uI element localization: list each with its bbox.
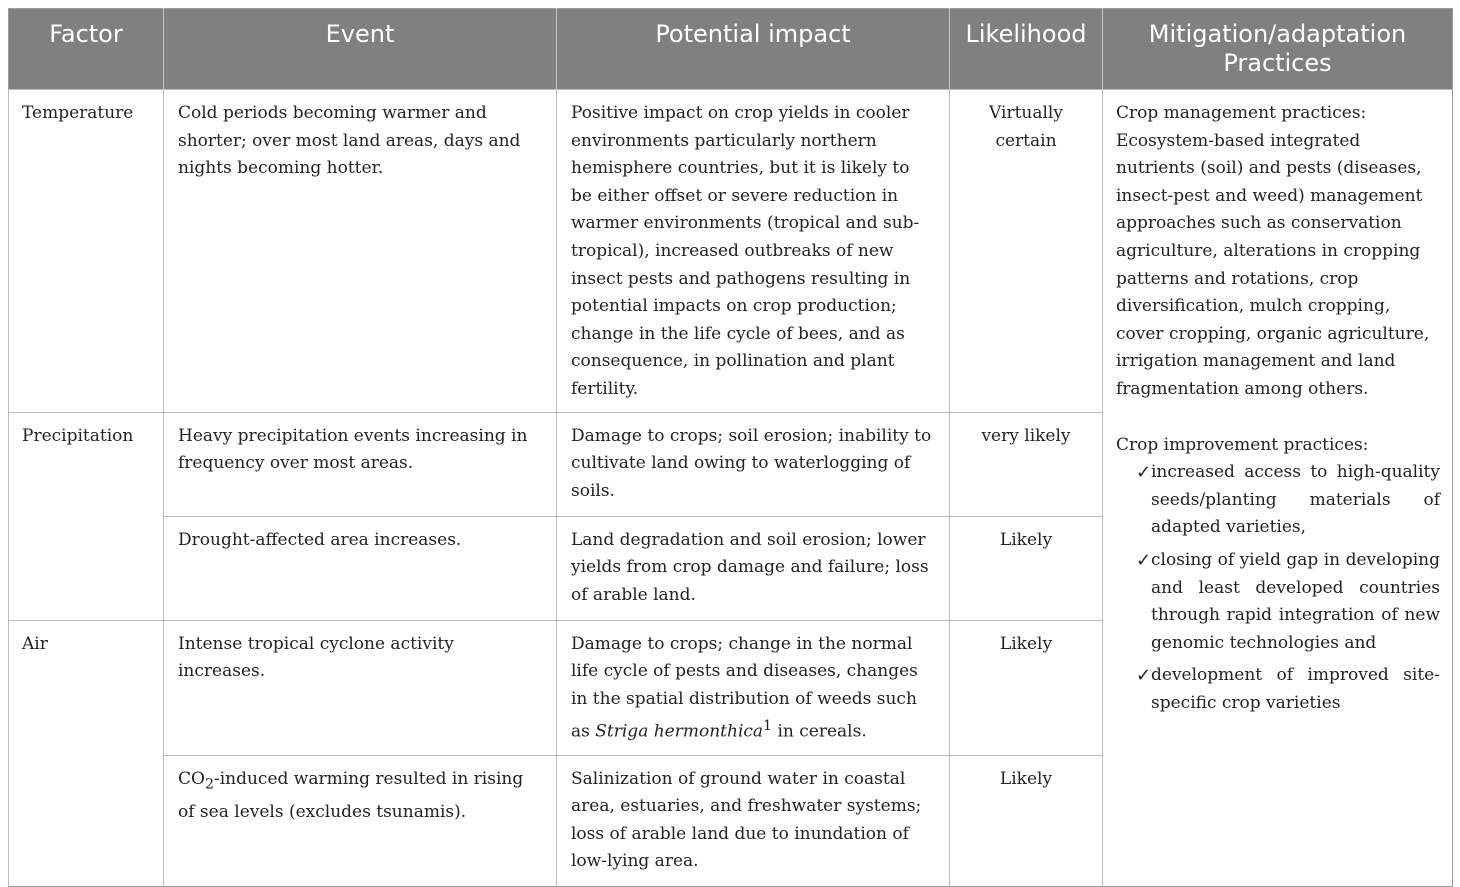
species-name: Striga hermonthica <box>595 721 764 742</box>
checkmark-icon: ✓ <box>1136 665 1152 687</box>
event-cell: Cold periods becoming warmer and shorter; over most land areas, days and nights becoming hotter. <box>164 90 557 413</box>
event-cell: Drought-affected area increases. <box>164 516 557 620</box>
likelihood-cell: Virtually certain <box>950 90 1103 413</box>
list-item-text: increased access to high-quality seeds/planting materials of adapted varieties, <box>1151 462 1440 538</box>
impact-cell: Positive impact on crop yields in cooler environments particularly northern hemisphere countries, but it is likely to be either offset or severe reduction in warmer environments (tropical and sub-tropical), increased outbreaks of new insect pests and pathogens resulting in potential impacts on crop production; change in the life cycle of bees, and as consequence, in pollination and plant fertility. <box>557 90 950 413</box>
likelihood-cell: Likely <box>950 516 1103 620</box>
subscript: 2 <box>204 775 214 792</box>
impact-text: in cereals. <box>772 721 867 742</box>
event-cell <box>164 755 557 886</box>
list-item <box>1116 662 1440 717</box>
footnote-marker: 1 <box>763 718 773 735</box>
impact-cell: Land degradation and soil erosion; lower yields from crop damage and failure; loss of arable land. <box>557 516 950 620</box>
list-item-text: development of improved site-specific crop varieties <box>1151 665 1440 713</box>
event-text: -induced warming resulted in rising of sea levels (excludes tsunamis). <box>178 768 524 822</box>
factor-cell: Precipitation <box>9 412 164 620</box>
header-likelihood: Likelihood <box>950 9 1103 90</box>
list-item <box>1116 459 1440 542</box>
table-header-row <box>9 9 1453 90</box>
impact-cell: Salinization of ground water in coastal area, estuaries, and freshwater systems; loss of arable land due to inundation of low-lying area. <box>557 755 950 886</box>
table-row <box>9 90 1453 413</box>
event-cell: Intense tropical cyclone activity increases. <box>164 620 557 755</box>
checkmark-icon: ✓ <box>1136 462 1152 484</box>
event-cell: Heavy precipitation events increasing in frequency over most areas. <box>164 412 557 516</box>
event-text: CO <box>178 768 205 789</box>
impact-cell <box>557 620 950 755</box>
crop-management-text: Crop management practices: Ecosystem-based integrated nutrients (soil) and pests (diseases, insect-pest and weed) management approaches such as conservation agriculture, alterations in cropping patterns and rotations, crop diversification, mulch cropping, cover cropping, organic agriculture, irrigation management and land fragmentation among others. <box>1116 103 1430 399</box>
impact-cell: Damage to crops; soil erosion; inability to cultivate land owing to waterlogging of soils. <box>557 412 950 516</box>
crop-improvement-list <box>1116 459 1440 717</box>
likelihood-cell: Likely <box>950 620 1103 755</box>
factor-cell: Temperature <box>9 90 164 413</box>
list-item-text: closing of yield gap in developing and least developed countries through rapid integration of new genomic technologies and <box>1151 549 1440 653</box>
checkmark-icon: ✓ <box>1136 549 1152 571</box>
likelihood-cell: very likely <box>950 412 1103 516</box>
header-potential-impact: Potential impact <box>557 9 950 90</box>
header-event: Event <box>164 9 557 90</box>
list-item <box>1116 547 1440 657</box>
climate-impact-table <box>8 8 1453 887</box>
header-factor: Factor <box>9 9 164 90</box>
impact-text: Damage to crops; change in the normal life cycle of pests and diseases, changes in the spatial distribution of weeds such as <box>571 633 918 742</box>
likelihood-cell: Likely <box>950 755 1103 886</box>
factor-cell: Air <box>9 620 164 886</box>
mitigation-cell <box>1103 90 1453 887</box>
header-mitigation: Mitigation/adaptation Practices <box>1103 9 1453 90</box>
crop-improvement-title: Crop improvement practices: <box>1116 434 1369 455</box>
